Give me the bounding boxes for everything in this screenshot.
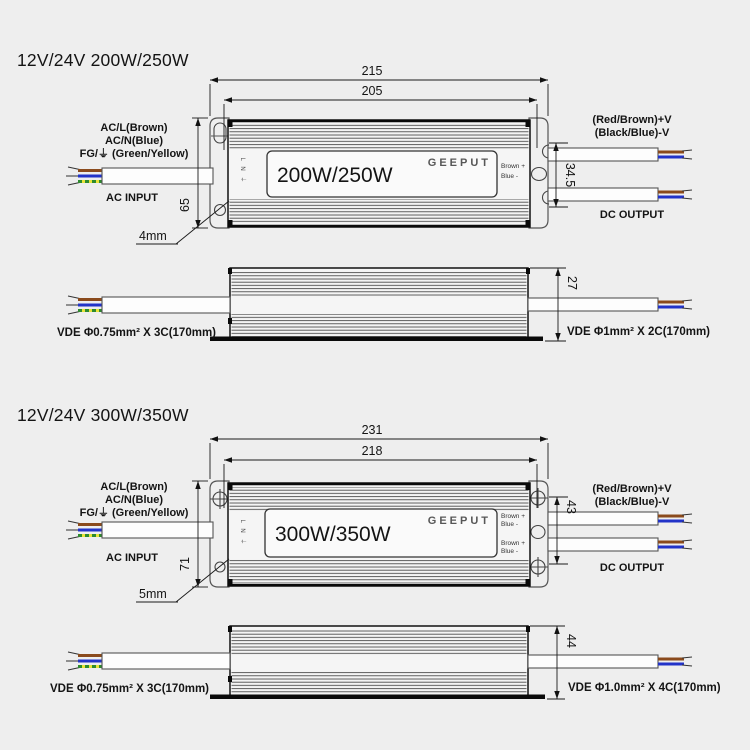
s2-output2-pos-label: Brown +: [501, 540, 526, 547]
s2-side-ac-cable: [66, 652, 230, 670]
s2-dim-height: 71: [178, 557, 192, 571]
s1-side-ac-cable: [66, 296, 230, 314]
s1-endcap: [228, 220, 233, 227]
s1-dim-overall: 215: [361, 64, 383, 78]
s1-fins-top: [230, 124, 529, 149]
s2-endcap: [526, 483, 531, 490]
s2-ac-line2: AC/N(Blue): [104, 494, 164, 506]
s1-ac-line3: FG/⏚ (Green/Yellow): [79, 148, 189, 160]
s1-dim-height: 65: [178, 198, 192, 212]
s1-dim-body: 205: [361, 84, 383, 98]
s2-ac-line3: FG/⏚ (Green/Yellow): [79, 507, 189, 519]
s1-device-label: 200W/250W: [277, 164, 393, 187]
s1-dim-hole: 4mm: [139, 229, 167, 243]
s2-side-view: [50, 626, 721, 699]
s1-endcap: [526, 120, 531, 127]
s1-output-pos-label: Brown +: [501, 163, 526, 170]
s2-side-fins-bottom: [232, 671, 527, 694]
s2-brand-logo: GEEPUT: [427, 515, 491, 527]
s2-terminal-marks: L N ⏚: [239, 519, 245, 547]
s1-side-endcap: [228, 318, 232, 324]
s2-dc-caption: DC OUTPUT: [599, 562, 665, 574]
s1-side-dc-cable: [528, 298, 692, 311]
s1-side-view: [57, 268, 710, 341]
s1-dim-pitch: 34.5: [563, 162, 577, 188]
s2-endcap: [526, 579, 531, 586]
s2-dim-hole: 5mm: [139, 587, 167, 601]
s2-ac-cable: [66, 521, 213, 539]
section1-title: 12V/24V 200W/250W: [17, 50, 189, 70]
s1-ac-caption: AC INPUT: [106, 192, 158, 204]
s2-ac-line1: AC/L(Brown): [100, 481, 168, 493]
s2-side-dc-cable: [528, 655, 692, 668]
s2-dim-overall: 231: [361, 423, 383, 437]
s1-dc-line1: (Red/Brown)+V: [592, 114, 672, 126]
section-200w-250w: [17, 50, 710, 341]
s1-dc-caption: DC OUTPUT: [599, 209, 665, 221]
s2-top-view: [66, 423, 692, 602]
s2-dc-line1: (Red/Brown)+V: [592, 483, 672, 495]
s1-side-fins-bottom: [232, 314, 527, 337]
s1-ac-line2: AC/N(Blue): [104, 135, 164, 147]
s1-fins-bottom: [230, 199, 529, 224]
s2-side-endcap: [228, 676, 232, 682]
s1-side-mount-plate: [210, 337, 543, 342]
s1-ac-line1: AC/L(Brown): [100, 122, 168, 134]
s2-output-cable-spec: VDE Φ1.0mm² X 4C(170mm): [568, 682, 721, 694]
s1-side-endcap: [228, 268, 232, 274]
s1-top-view: [66, 64, 692, 244]
section2-title: 12V/24V 300W/350W: [17, 405, 189, 425]
s2-side-mount-plate: [210, 695, 545, 700]
s2-side-endcap: [228, 626, 232, 632]
s1-terminal-marks: L N ⏚: [239, 157, 245, 185]
s2-dim-profile: 44: [564, 634, 578, 648]
s2-endcap: [228, 579, 233, 586]
s1-side-endcap: [526, 268, 530, 274]
section-300w-350w: [17, 405, 721, 699]
s1-output-neg-label: Blue -: [501, 173, 518, 180]
s1-output-cable-spec: VDE Φ1mm² X 2C(170mm): [567, 326, 711, 338]
s2-dim-pitch: 43: [564, 500, 578, 514]
s1-endcap: [526, 220, 531, 227]
s1-ac-cable: [66, 167, 213, 185]
s2-output1-pos-label: Brown +: [501, 513, 526, 520]
s2-dc-line2: (Black/Blue)-V: [594, 496, 670, 508]
s2-output1-neg-label: Blue -: [501, 521, 518, 528]
s2-dc-cables: [548, 512, 692, 551]
s2-input-cable-spec: VDE Φ0.75mm² X 3C(170mm): [50, 683, 210, 695]
s2-output2-neg-label: Blue -: [501, 548, 518, 555]
s2-side-endcap: [526, 626, 530, 632]
s2-side-fins-top: [232, 630, 527, 655]
s1-dim-profile: 27: [565, 276, 579, 290]
s1-input-cable-spec: VDE Φ0.75mm² X 3C(170mm): [57, 327, 217, 339]
s2-ac-caption: AC INPUT: [106, 552, 158, 564]
s2-fins-top: [230, 487, 529, 511]
s2-device-label: 300W/350W: [275, 523, 391, 546]
s1-brand-logo: GEEPUT: [427, 157, 491, 169]
s2-dim-body: 218: [361, 444, 383, 458]
s1-endcap: [228, 120, 233, 127]
s1-side-fins-top: [232, 272, 527, 298]
s2-endcap: [228, 483, 233, 490]
s2-fins-bottom: [230, 559, 529, 583]
s1-dc-line2: (Black/Blue)-V: [594, 127, 670, 139]
